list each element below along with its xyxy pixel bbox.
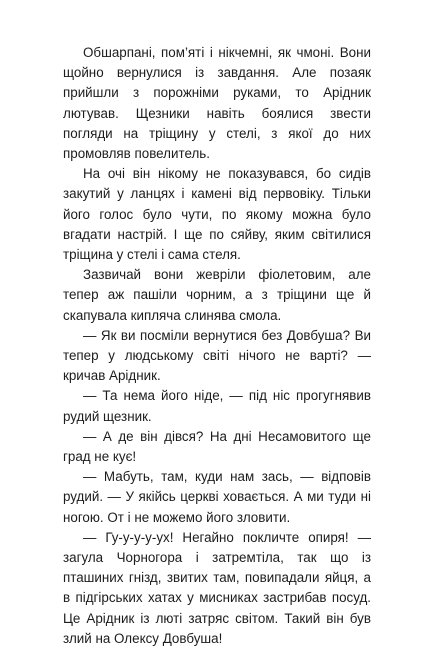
dialogue-line: — Як ви посміли вернутися без Довбуша? Ви тепер у людському світі нічого не варті? — кричав Арідник. [63, 327, 371, 384]
dialogue-line: — Гу-у-у-у-ух! Негайно покличте опиря! — загула Чорногора і затремтіла, так що із пташиних гнізд, звитих там, повипадали яйця, а в підгірських хатах у мисниках застрибав посуд. Це Арідник із люті затряс світом. Такий він був злий на Олексу Довбуша! [63, 529, 371, 646]
book-page [63, 43, 371, 649]
dialogue-line: — Та нема його ніде, — під ніс прогугнявив рудий щезник. [63, 388, 371, 424]
dialogue-line: — Мабуть, там, куди нам зась, — відповів рудий. — У якійсь церкві ховається. А ми туди ні ногою. От і не можемо його зловити. [63, 469, 371, 525]
dialogue-line: — А де він дівся? На дні Несамовитого ще град не кує! [63, 428, 371, 465]
paragraph: Зазвичай вони жевріли фіолетовим, але тепер аж пашіли чорним, а з тріщини ще й скапувала кипляча слинява смола. [63, 267, 371, 323]
paragraph: Обшарпані, пом’яті і нікчемні, як чмоні. Вони щойно вернулися із завдання. Але позаяк прийшли з порожніми руками, то Арідник лютував. Щезники навіть боялися звести погляди на тріщину у стелі, з якої до них промовляв повелитель. [63, 45, 371, 162]
paragraph: На очі він нікому не показувався, бо сидів закутий у ланцях і камені від первовіку. Тільки його голос було чути, по якому можна було вгадати настрій. І ще по сяйву, яким світилися тріщина у стелі і сама стеля. [63, 166, 371, 263]
